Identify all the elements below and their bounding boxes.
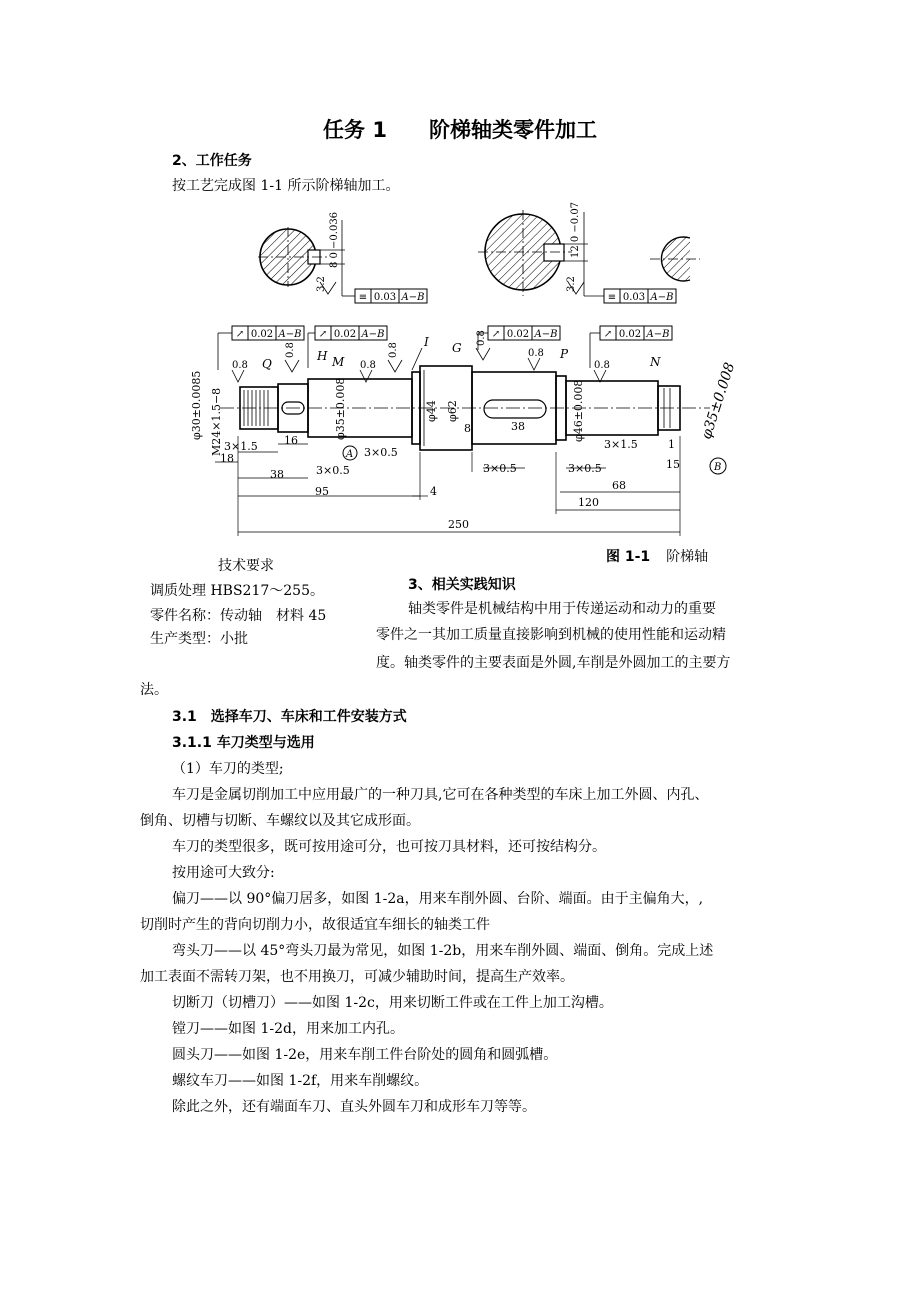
body-line-14: 除此之外，还有端面车刀、直头外圆车刀和成形车刀等等。 — [172, 1099, 536, 1115]
body-line-10: 切断刀（切槽刀）——如图 1-2c，用来切断工件或在工件上加工沟槽。 — [172, 995, 613, 1011]
dim-250: 250 — [448, 518, 469, 531]
dia-phi30: φ30±0.0085 — [190, 370, 203, 440]
page-title — [0, 114, 920, 144]
dim-68: 68 — [612, 479, 626, 492]
roughness-5: 0.8 — [476, 330, 487, 346]
left-sym-symbol: ≡ — [358, 292, 368, 303]
letter-n: N — [650, 355, 661, 369]
roughness-4: 0.8 — [388, 342, 399, 358]
section-2-intro: 按工艺完成图 1-1 所示阶梯轴加工。 — [172, 178, 400, 194]
body-line-8: 弯头刀——以 45°弯头刀最为常见，如图 1-2b，用来车削外圆、端面、倒角。完成上述 — [172, 943, 714, 959]
letter-g: G — [452, 341, 462, 355]
roughness-3: 0.8 — [360, 360, 376, 371]
task-name: 阶梯轴类零件加工 — [428, 118, 597, 142]
stepped-shaft-drawing — [180, 200, 740, 545]
runout-2-symbol: ↗ — [318, 329, 328, 340]
datum-a: A — [346, 449, 354, 460]
task-number: 任务 1 — [323, 118, 387, 142]
runout-1-datum: A−B — [278, 329, 302, 340]
dim-95: 95 — [315, 485, 329, 498]
dia-phi35-left: φ35±0.008 — [334, 377, 347, 440]
section-3-para-4: 法。 — [140, 682, 168, 698]
runout-4-symbol: ↗ — [603, 329, 613, 340]
right-roughness: 3.2 — [566, 276, 577, 292]
dim-38-right: 38 — [511, 420, 525, 433]
section-3-para-2: 零件之一其加工质量直接影响到机械的使用性能和运动精 — [376, 627, 726, 643]
dim-3x15-right: 3×1.5 — [604, 438, 638, 451]
tech-line-2: 零件名称：传动轴 材料 45 — [150, 608, 327, 624]
figure-caption-text: 阶梯轴 — [666, 549, 709, 565]
left-roughness: 3.2 — [316, 276, 327, 292]
dia-phi35-right: φ35±0.008 — [698, 360, 739, 442]
body-line-3: 倒角、切槽与切断、车螺纹以及其它成形面。 — [140, 813, 420, 829]
right-sym-symbol: ≡ — [607, 292, 617, 303]
runout-4-datum: A−B — [646, 329, 670, 340]
tech-line-1: 调质处理 HBS217～255。 — [150, 583, 324, 599]
tech-line-3: 生产类型：小批 — [150, 631, 248, 647]
roughness-6: 0.8 — [528, 348, 544, 359]
roughness-1: 0.8 — [232, 360, 248, 371]
section-3-1-1-heading: 3.1.1 车刀类型与选用 — [172, 735, 315, 751]
dim-38-left: 38 — [270, 468, 284, 481]
dim-4: 4 — [430, 485, 437, 498]
section-view-left — [258, 212, 427, 303]
section-3-para-3: 度。轴类零件的主要表面是外圆,车削是外圆加工的主要方 — [376, 655, 731, 671]
letter-i: I — [424, 335, 429, 349]
body-line-13: 螺纹车刀——如图 1-2f，用来车削螺纹。 — [172, 1073, 429, 1089]
dim-18: 18 — [220, 452, 234, 465]
dim-3x05-d: 3×0.5 — [568, 462, 602, 475]
body-line-1: （1）车刀的类型; — [172, 761, 284, 777]
runout-1-value: 0.02 — [250, 329, 274, 340]
runout-3-symbol: ↗ — [491, 329, 501, 340]
letter-m: M — [332, 355, 345, 369]
body-line-11: 镗刀——如图 1-2d，用来加工内孔。 — [172, 1021, 404, 1037]
datum-b: B — [714, 462, 722, 473]
body-line-7: 切削时产生的背向切削力小，故很适宜车细长的轴类工件 — [140, 917, 490, 933]
dia-phi62: φ62 — [446, 400, 459, 422]
runout-2-value: 0.02 — [333, 329, 357, 340]
body-line-5: 按用途可大致分: — [172, 865, 275, 881]
dim-3x05-a: 3×0.5 — [316, 464, 350, 477]
runout-3-value: 0.02 — [506, 329, 530, 340]
runout-4-value: 0.02 — [618, 329, 642, 340]
dim-16: 16 — [284, 434, 298, 447]
letter-q: Q — [262, 357, 272, 371]
left-sym-value: 0.03 — [373, 292, 397, 303]
dim-3x05-c: 3×0.5 — [483, 462, 517, 475]
runout-3-datum: A−B — [534, 329, 558, 340]
letter-h: H — [317, 349, 328, 363]
section-3-heading: 3、相关实践知识 — [408, 577, 516, 593]
body-line-12: 圆头刀——如图 1-2e，用来车削工件台阶处的圆角和圆弧槽。 — [172, 1047, 558, 1063]
dim-8: 8 — [464, 422, 471, 435]
roughness-7: 0.8 — [594, 360, 610, 371]
left-sym-datum: A−B — [401, 292, 425, 303]
dim-1: 1 — [668, 438, 675, 451]
tech-heading: 技术要求 — [218, 558, 274, 574]
dimension-values — [220, 420, 680, 531]
dia-m24: M24×1.5−8 — [210, 387, 223, 456]
section-3-para-1: 轴类零件是机械结构中用于传递运动和动力的重要 — [408, 601, 716, 617]
dia-phi46: φ46±0.008 — [572, 379, 585, 442]
runout-2-datum: A−B — [361, 329, 385, 340]
left-key-tolerance: 8 0 −0.036 — [329, 211, 340, 269]
figure-caption — [606, 546, 708, 566]
section-view-right — [478, 202, 700, 303]
body-line-2: 车刀是金属切削加工中应用最广的一种刀具,它可在各种类型的车床上加工外圆、内孔、 — [172, 787, 709, 803]
right-sym-value: 0.03 — [622, 292, 646, 303]
roughness-2: 0.8 — [285, 342, 296, 358]
dim-120: 120 — [578, 496, 599, 509]
runout-1-symbol: ↗ — [235, 329, 245, 340]
figure-number: 图 1-1 — [606, 549, 651, 565]
dim-15: 15 — [666, 458, 680, 471]
letter-p: P — [560, 347, 569, 361]
dim-3x05-b: 3×0.5 — [364, 446, 398, 459]
dia-phi44: φ44 — [425, 400, 438, 422]
dim-3x15-left: 3×1.5 — [224, 440, 258, 453]
body-line-4: 车刀的类型很多，既可按用途可分，也可按刀具材料，还可按结构分。 — [172, 839, 606, 855]
section-2-heading: 2、工作任务 — [172, 153, 252, 169]
right-sym-datum: A−B — [650, 292, 674, 303]
right-key-tolerance: 12 0 −0.07 — [570, 201, 581, 259]
body-line-6: 偏刀——以 90°偏刀居多，如图 1-2a，用来车削外圆、台阶、端面。由于主偏角大，, — [172, 891, 704, 907]
section-3-1-heading: 3.1 选择车刀、车床和工件安装方式 — [172, 709, 407, 725]
body-line-9: 加工表面不需转刀架，也不用换刀，可减少辅助时间，提高生产效率。 — [140, 969, 574, 985]
